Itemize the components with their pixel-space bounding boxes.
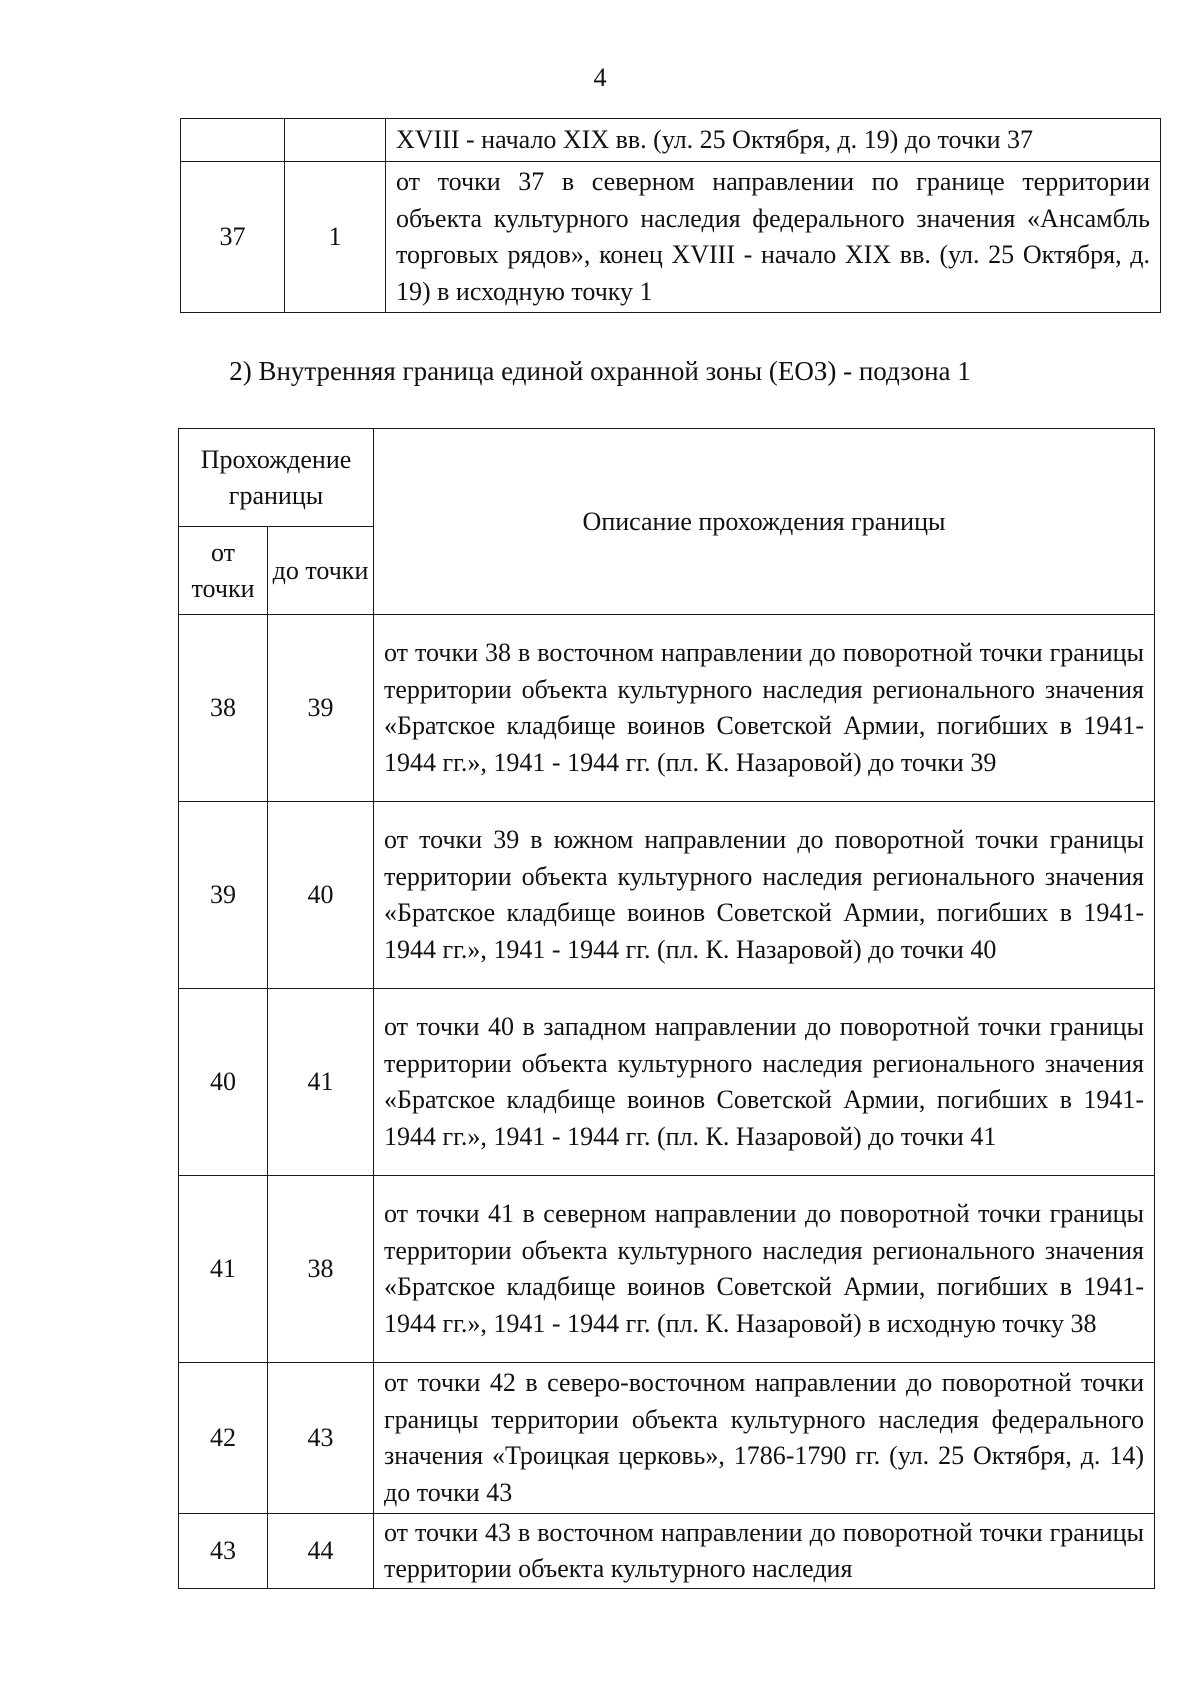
from-point-cell: 40	[179, 989, 268, 1176]
to-point-cell: 40	[268, 802, 374, 989]
table-row	[179, 1363, 1155, 1514]
page-number: 4	[593, 63, 607, 92]
header-to-point: до точки	[268, 527, 374, 615]
table-row	[179, 989, 1155, 1176]
from-point-cell	[181, 119, 285, 162]
table-row	[179, 1514, 1155, 1589]
to-point-cell: 41	[268, 989, 374, 1176]
from-point-cell: 39	[179, 802, 268, 989]
description-cell: от точки 41 в северном направлении до поворотной точки границы территории объекта культурного наследия регионального значения «Братское кладбище воинов Советской Армии, погибших в 1941-1944 гг.», 1941 - 1944 гг. (пл. К. Назаровой) в исходную точку 38	[374, 1176, 1155, 1363]
description-cell: от точки 40 в западном направлении до поворотной точки границы территории объекта культурного наследия регионального значения «Братское кладбище воинов Советской Армии, погибших в 1941-1944 гг.», 1941 - 1944 гг. (пл. К. Назаровой) до точки 41	[374, 989, 1155, 1176]
table-header-row	[179, 429, 1155, 527]
description-cell: от точки 43 в восточном направлении до поворотной точки границы территории объекта культурного наследия	[374, 1514, 1155, 1589]
description-cell: от точки 37 в северном направлении по границе территории объекта культурного наследия федерального значения «Ансамбль торговых рядов», конец XVIII - начало XIX вв. (ул. 25 Октября, д. 19) в исходную точку 1	[386, 162, 1161, 313]
to-point-cell: 1	[285, 162, 386, 313]
to-point-cell: 38	[268, 1176, 374, 1363]
to-point-cell: 43	[268, 1363, 374, 1514]
from-point-cell: 37	[181, 162, 285, 313]
boundary-table-continued	[180, 118, 1161, 313]
table-row	[181, 162, 1161, 313]
to-point-cell: 44	[268, 1514, 374, 1589]
table-row	[181, 119, 1161, 162]
from-point-cell: 42	[179, 1363, 268, 1514]
section-heading: 2) Внутренняя граница единой охранной зоны (ЕОЗ) - подзона 1	[229, 356, 971, 386]
table-row	[179, 615, 1155, 802]
description-cell: от точки 38 в восточном направлении до поворотной точки границы территории объекта культурного наследия регионального значения «Братское кладбище воинов Советской Армии, погибших в 1941-1944 гг.», 1941 - 1944 гг. (пл. К. Назаровой) до точки 39	[374, 615, 1155, 802]
description-cell: от точки 42 в северо-восточном направлении до поворотной точки границы территории объекта культурного наследия федерального значения «Троицкая церковь», 1786-1790 гг. (ул. 25 Октября, д. 14) до точки 43	[374, 1363, 1155, 1514]
from-point-cell: 38	[179, 615, 268, 802]
from-point-cell: 43	[179, 1514, 268, 1589]
description-cell: XVIII - начало XIX вв. (ул. 25 Октября, д. 19) до точки 37	[386, 119, 1161, 162]
to-point-cell: 39	[268, 615, 374, 802]
boundary-table	[178, 428, 1155, 1589]
header-passage: Прохождение границы	[179, 429, 374, 527]
table-row	[179, 802, 1155, 989]
header-from-point: от точки	[179, 527, 268, 615]
to-point-cell	[285, 119, 386, 162]
table-row	[179, 1176, 1155, 1363]
from-point-cell: 41	[179, 1176, 268, 1363]
header-description: Описание прохождения границы	[374, 429, 1155, 615]
description-cell: от точки 39 в южном направлении до поворотной точки границы территории объекта культурного наследия регионального значения «Братское кладбище воинов Советской Армии, погибших в 1941-1944 гг.», 1941 - 1944 гг. (пл. К. Назаровой) до точки 40	[374, 802, 1155, 989]
